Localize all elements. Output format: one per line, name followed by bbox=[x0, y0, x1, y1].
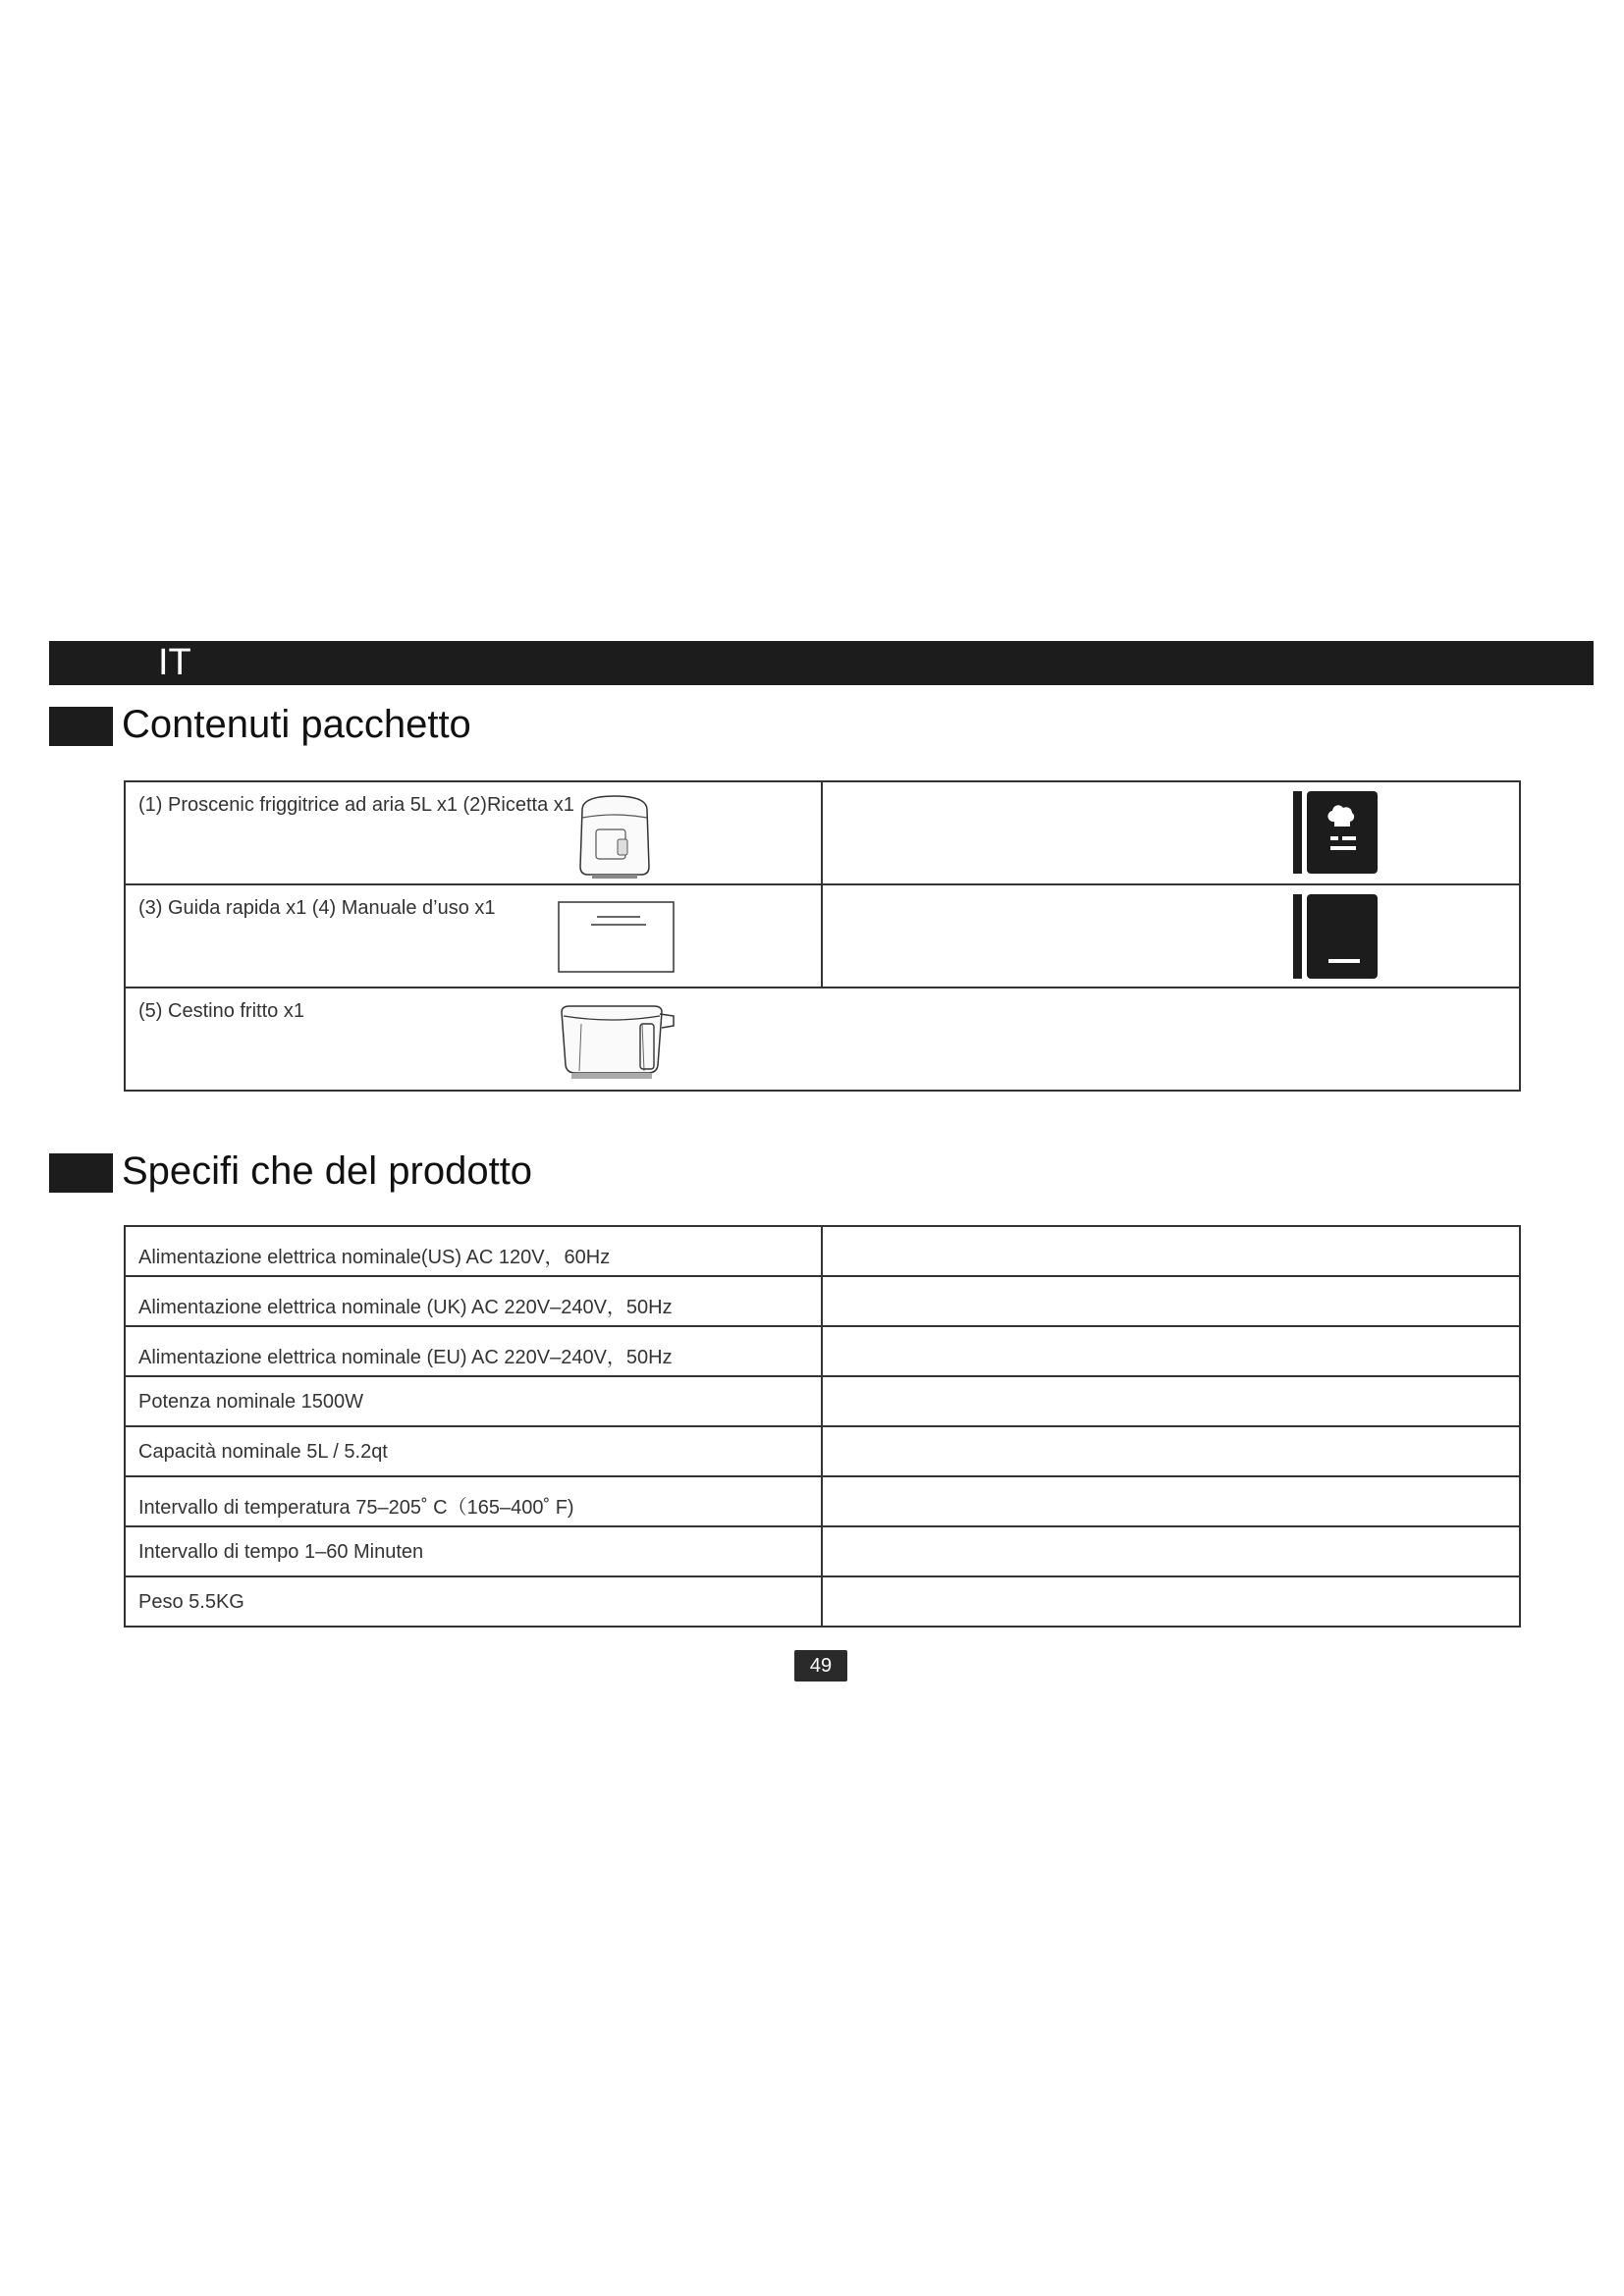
contents-item-text: (3) Guida rapida x1 (4) Manuale d’uso x1 bbox=[138, 897, 496, 919]
language-bar bbox=[49, 641, 1594, 685]
spec-text: Potenza nominale 1500W bbox=[138, 1391, 364, 1413]
heading-marker bbox=[49, 707, 113, 746]
contents-cell bbox=[125, 884, 822, 988]
spec-empty-cell bbox=[822, 1376, 1520, 1426]
contents-cell bbox=[125, 781, 822, 884]
table-row bbox=[125, 1426, 1520, 1476]
table-row bbox=[125, 1226, 1520, 1276]
language-code: IT bbox=[158, 642, 191, 683]
spec-cell bbox=[125, 1326, 822, 1376]
spec-empty-cell bbox=[822, 1326, 1520, 1376]
spec-text: Peso 5.5KG bbox=[138, 1591, 244, 1613]
spec-cell bbox=[125, 1576, 822, 1627]
spec-cell bbox=[125, 1226, 822, 1276]
spec-cell bbox=[125, 1376, 822, 1426]
spec-cell bbox=[125, 1476, 822, 1526]
contents-item-text: (1) Proscenic friggitrice ad aria 5L x1 (2)Ricetta x1 bbox=[138, 794, 574, 816]
quick-guide-icon bbox=[558, 901, 676, 974]
table-row bbox=[125, 1526, 1520, 1576]
spec-cell bbox=[125, 1526, 822, 1576]
spec-text: Alimentazione elettrica nominale (UK) AC 220V–240V，50Hz bbox=[138, 1297, 673, 1318]
spec-empty-cell bbox=[822, 1526, 1520, 1576]
spec-text: Alimentazione elettrica nominale(US) AC 120V，60Hz bbox=[138, 1247, 611, 1268]
table-row bbox=[125, 988, 1520, 1091]
contents-cell bbox=[822, 781, 1520, 884]
table-row bbox=[125, 1476, 1520, 1526]
contents-cell bbox=[822, 884, 1520, 988]
table-row bbox=[125, 1376, 1520, 1426]
spec-empty-cell bbox=[822, 1476, 1520, 1526]
table-row bbox=[125, 1326, 1520, 1376]
heading-marker bbox=[49, 1153, 113, 1193]
table-row bbox=[125, 781, 1520, 884]
contents-cell bbox=[125, 988, 1520, 1091]
table-row bbox=[125, 1276, 1520, 1326]
contents-title: Contenuti pacchetto bbox=[122, 703, 471, 746]
fry-basket-icon bbox=[558, 1002, 681, 1083]
spec-empty-cell bbox=[822, 1576, 1520, 1627]
page-number: 49 bbox=[794, 1650, 847, 1682]
table-row bbox=[125, 884, 1520, 988]
spec-text: Capacità nominale 5L / 5.2qt bbox=[138, 1441, 388, 1463]
contents-item-text: (5) Cestino fritto x1 bbox=[138, 1000, 304, 1022]
recipe-book-icon bbox=[1293, 791, 1378, 874]
spec-cell bbox=[125, 1276, 822, 1326]
specs-table bbox=[124, 1225, 1521, 1628]
spec-empty-cell bbox=[822, 1276, 1520, 1326]
spec-cell bbox=[125, 1426, 822, 1476]
spec-text: Intervallo di temperatura 75–205˚ C（165–400˚ F) bbox=[138, 1497, 574, 1519]
spec-text: Intervallo di tempo 1–60 Minuten bbox=[138, 1541, 424, 1563]
specs-title: Specifi che del prodotto bbox=[122, 1149, 533, 1193]
spec-empty-cell bbox=[822, 1426, 1520, 1476]
table-row bbox=[125, 1576, 1520, 1627]
spec-text: Alimentazione elettrica nominale (EU) AC 220V–240V，50Hz bbox=[138, 1347, 673, 1368]
spec-empty-cell bbox=[822, 1226, 1520, 1276]
air-fryer-icon bbox=[574, 790, 655, 881]
user-manual-icon bbox=[1293, 894, 1378, 979]
contents-table bbox=[124, 780, 1521, 1092]
